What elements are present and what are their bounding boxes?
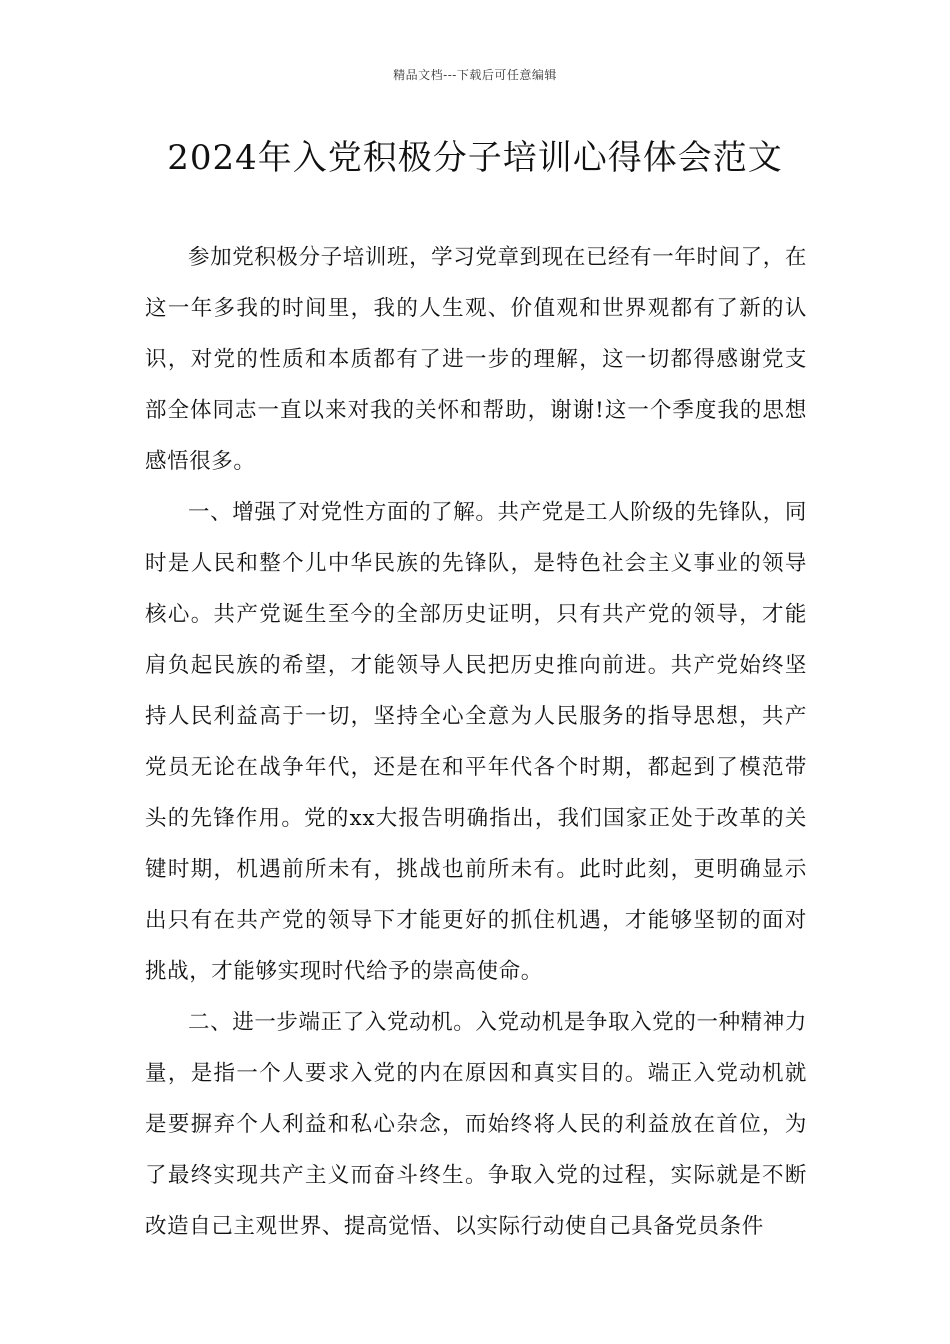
paragraph-section-two: 二、进一步端正了入党动机。入党动机是争取入党的一种精神力量，是指一个人要求入党的内在原因和真实目的。端正入党动机就是要摒弃个人利益和私心杂念，而始终将人民的利益放在首位，为了最终实现共产主义而奋斗终生。争取入党的过程，实际就是不断改造自己主观世界、提高觉悟、以实际行动使自己具备党员条件 [145, 1010, 807, 1239]
paragraph-section-one: 一、增强了对党性方面的了解。共产党是工人阶级的先锋队，同时是人民和整个儿中华民族的先锋队，是特色社会主义事业的领导核心。共产党诞生至今的全部历史证明，只有共产党的领导，才能肩负起民族的希望，才能领导人民把历史推向前进。共产党始终坚持人民利益高于一切，坚持全心全意为人民服务的指导思想，共产党员无论在战争年代，还是在和平年代各个时期，都起到了模范带头的先锋作用。党的xx大报告明确指出，我们国家正处于改革的关键时期，机遇前所未有，挑战也前所未有。此时此刻，更明确显示出只有在共产党的领导下才能更好的抓住机遇，才能够坚韧的面对挑战，才能够实现时代给予的崇高使命。 [145, 500, 807, 984]
paragraph-intro: 参加党积极分子培训班，学习党章到现在已经有一年时间了，在这一年多我的时间里，我的人生观、价值观和世界观都有了新的认识，对党的性质和本质都有了进一步的理解，这一切都得感谢党支部全体同志一直以来对我的关怀和帮助，谢谢!这一个季度我的思想感悟很多。 [145, 245, 807, 474]
document-body [145, 232, 807, 1252]
document-title: 2024年入党积极分子培训心得体会范文 [167, 138, 783, 178]
header-note: 精品文档---下载后可任意编辑 [393, 68, 557, 82]
